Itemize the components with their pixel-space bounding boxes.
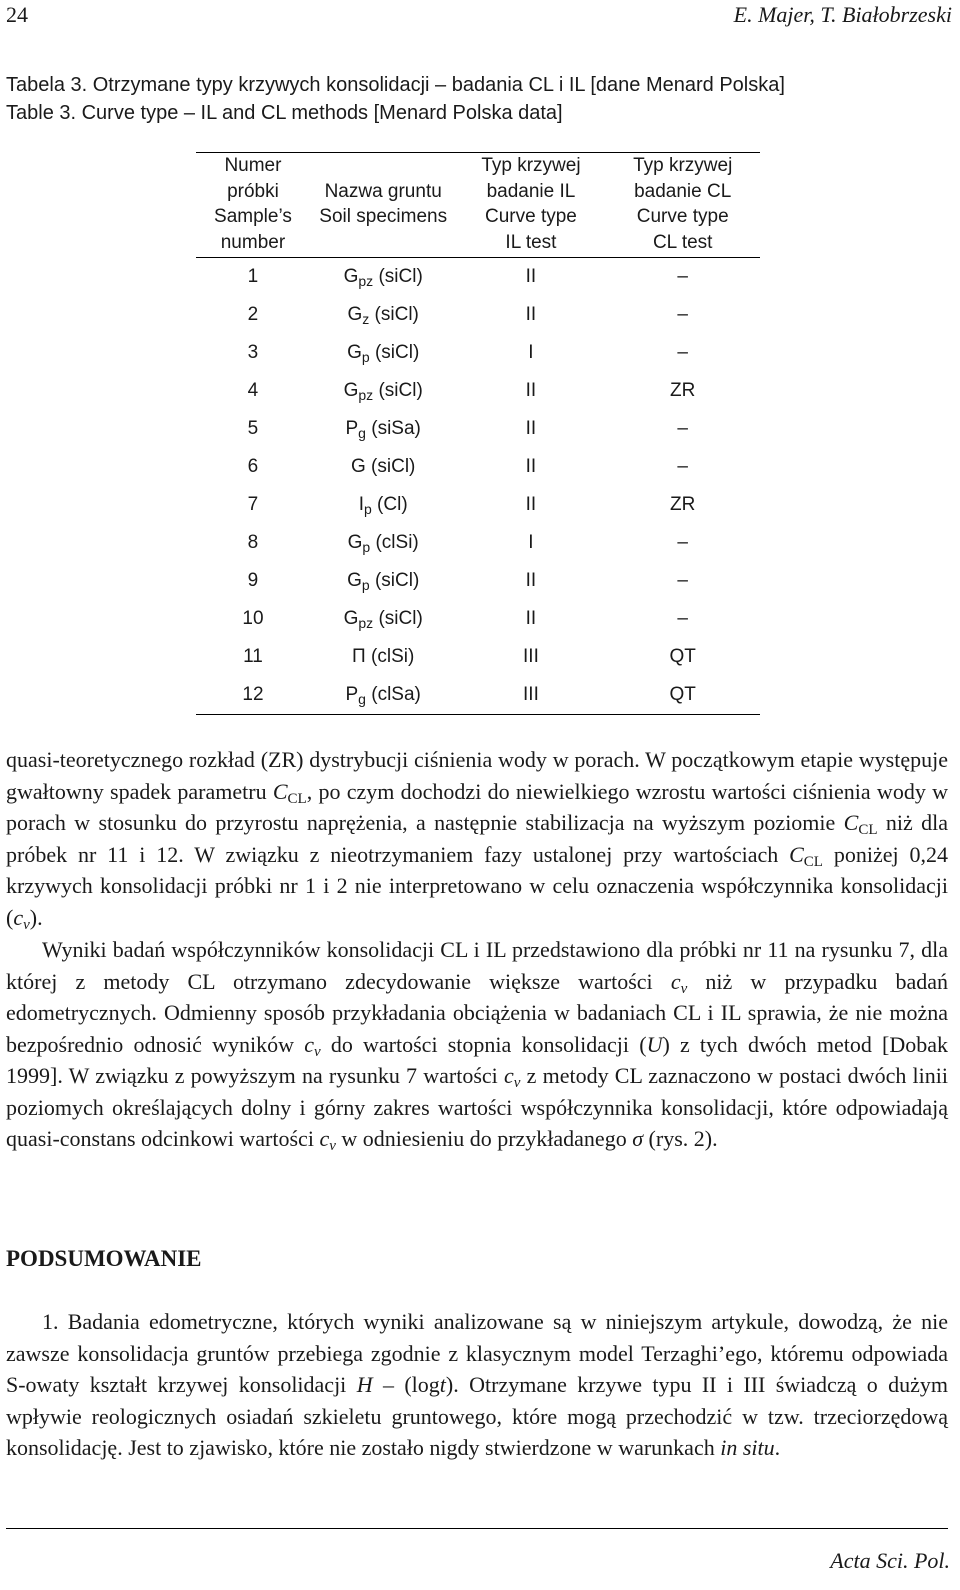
text-run: , po czym dochodzi do niewielkiego wzrostu wartości ciśnienia wody w porach w stosunku do przyrostu naprężenia, a następnie stabilizacja na wyższym poziomie	[6, 778, 948, 835]
il-curve-type-cell: II	[525, 608, 537, 629]
header-line: Soil specimens	[319, 206, 448, 227]
subscript-text: v	[329, 1138, 336, 1154]
subscript-text: CL	[858, 822, 878, 838]
soil-name-cell	[310, 524, 457, 562]
text-run: z metody CL zaznaczono w postaci dwóch linii poziomych określających dolny i górny zakres wartości współczynnika konsolidacji, które odpowiadają quasi-constans odcinkowi wartości	[6, 1063, 948, 1151]
il-curve-type-cell: III	[456, 676, 605, 715]
cl-curve-type-cell: ZR	[670, 494, 696, 515]
footer-rule	[6, 1528, 948, 1529]
sample-number-cell: 6	[247, 456, 259, 477]
subscript-text: v	[680, 980, 688, 997]
sample-number-cell: 10	[242, 608, 264, 629]
soil-subscript: g	[358, 691, 366, 707]
italic-text: C	[272, 778, 288, 804]
header-cl-curve-type	[605, 153, 760, 258]
page-number: 24	[6, 2, 28, 27]
subscript-text: CL	[803, 853, 823, 870]
soil-subscript: p	[361, 577, 370, 593]
soil-class: (siCl)	[369, 304, 419, 325]
table-row	[196, 562, 760, 600]
soil-symbol: G	[343, 380, 359, 401]
soil-name-cell	[310, 600, 457, 638]
soil-name-cell	[310, 334, 457, 372]
sample-number-cell: 2	[247, 304, 259, 325]
text-run: Wyniki badań współczynników konsolidacji CL i IL przedstawiono dla próbki nr 11 na rysunku 7, dla której z metody CL otrzymano zdecydowanie większe wartości	[6, 937, 948, 994]
soil-name-cell	[310, 676, 457, 715]
soil-symbol: P	[345, 418, 359, 439]
cl-curve-type-cell: QT	[605, 676, 760, 715]
table-row	[196, 676, 760, 715]
soil-symbol: P	[345, 684, 359, 705]
text-run: niż dla próbek nr 11 i 12. W związku z nieotrzymaniem fazy ustalonej przy wartościach	[6, 810, 948, 867]
soil-subscript: pz	[358, 387, 374, 403]
soil-class: (clSi)	[370, 532, 419, 553]
header-il-curve-type	[456, 153, 605, 258]
italic-text: c	[13, 904, 24, 930]
soil-class: (clSi)	[365, 646, 415, 667]
soil-class: (siCl)	[369, 342, 420, 363]
soil-name-cell	[310, 372, 457, 410]
header-line: Sample’s	[214, 206, 292, 227]
soil-symbol: I	[358, 494, 364, 515]
text-run: do wartości stopnia konsolidacji (	[320, 1031, 647, 1057]
table-caption-pl: Tabela 3. Otrzymane typy krzywych konsolidacji – badania CL i IL [dane Menard Polska]	[6, 74, 785, 96]
italic-text: C	[843, 810, 859, 835]
soil-symbol: G	[347, 304, 363, 325]
sample-number-cell: 11	[243, 646, 263, 667]
header-line: badanie IL	[486, 180, 576, 202]
header-line: CL test	[652, 231, 713, 253]
table-row	[196, 448, 760, 486]
running-authors: E. Majer, T. Białobrzeski	[733, 2, 952, 27]
il-curve-type-cell: II	[525, 456, 537, 477]
italic-text: c	[503, 1063, 514, 1088]
soil-subscript: p	[362, 539, 371, 555]
header-line: Curve type	[636, 206, 729, 227]
table-row	[196, 524, 760, 562]
soil-class: (siSa)	[365, 418, 421, 439]
soil-symbol: G	[343, 608, 359, 629]
text-run: – (log	[372, 1372, 440, 1397]
header-line: Nazwa gruntu	[324, 180, 442, 202]
soil-symbol: G	[347, 532, 363, 553]
soil-name-cell	[310, 410, 457, 448]
text-run: poniżej 0,24 krzywych konsolidacji próbki nr 1 i 2 nie interpretowano w celu oznaczenia współczynnika konsolidacji (	[6, 841, 948, 930]
table-row	[196, 258, 760, 297]
text-run: .	[774, 1435, 781, 1460]
il-curve-type-cell: II	[525, 266, 537, 287]
soil-class: (siCl)	[373, 266, 423, 287]
text-run: (rys. 2).	[643, 1126, 718, 1151]
soil-class: (siCl)	[365, 456, 416, 477]
cl-curve-type-cell: –	[677, 304, 688, 325]
soil-symbol: G	[350, 456, 366, 477]
il-curve-type-cell: I	[528, 342, 534, 363]
il-curve-type-cell: I	[528, 532, 534, 553]
il-curve-type-cell: III	[523, 646, 539, 667]
table-row	[196, 486, 760, 524]
text-run: ).	[29, 904, 43, 930]
text-run: ) z tych dwóch metod [Dobak 1999]. W związku z powyższym na rysunku 7 wartości	[6, 1031, 949, 1088]
sample-number-cell: 4	[247, 380, 259, 401]
italic-text: H	[356, 1372, 373, 1397]
header-line: Numer	[224, 155, 282, 176]
text-run: w odniesieniu do przykładanego	[335, 1126, 633, 1151]
cl-curve-type-cell: –	[677, 266, 688, 287]
cl-curve-type-cell: –	[677, 456, 688, 477]
sample-number-cell: 8	[247, 532, 259, 553]
subscript-text: v	[513, 1075, 521, 1091]
soil-symbol: G	[347, 570, 362, 591]
soil-symbol: G	[343, 266, 359, 287]
soil-subscript: pz	[358, 615, 374, 631]
soil-symbol: G	[347, 342, 362, 363]
soil-class: (siCl)	[369, 570, 420, 591]
section-heading: PODSUMOWANIE	[6, 1246, 202, 1271]
table-row	[196, 334, 760, 372]
header-sample-number	[196, 153, 310, 258]
table-row	[196, 296, 760, 334]
subscript-text: v	[313, 1043, 321, 1060]
text-run: quasi-teoretycznego rozkład (ZR) dystrybucji ciśnienia wody w porach. W początkowym etapie występuje gwałtowny spadek parametru	[6, 747, 948, 804]
table-caption-en: Table 3. Curve type – IL and CL methods [Menard Polska data]	[6, 102, 563, 124]
cl-curve-type-cell: QT	[669, 646, 696, 667]
table-header-row	[196, 153, 760, 258]
cl-curve-type-cell: –	[677, 570, 688, 591]
italic-text: c	[670, 968, 681, 994]
italic-text: σ	[632, 1126, 644, 1151]
text-run: 1. Badania edometryczne, których wyniki analizowane są w niniejszym artykule, dowodzą, że nie zawsze konsolidacja gruntów przebiega zgodnie z klasycznym model Terzaghi’ego, któremu odpowiada S-owaty kształt krzywej konsolidacji	[6, 1309, 948, 1397]
soil-subscript: g	[358, 425, 366, 441]
header-line: badanie CL	[634, 180, 732, 202]
sample-number-cell: 12	[196, 676, 310, 715]
sample-number-cell: 7	[247, 494, 259, 515]
il-curve-type-cell: II	[525, 418, 537, 439]
cl-curve-type-cell: –	[677, 532, 688, 553]
soil-subscript: z	[362, 311, 370, 327]
soil-class: (Cl)	[371, 494, 408, 515]
header-line: Typ krzywej	[633, 155, 733, 176]
soil-subscript: p	[363, 501, 372, 517]
soil-class: (clSa)	[365, 684, 421, 705]
paragraph-3	[6, 1306, 948, 1464]
header-line: Curve type	[485, 206, 577, 227]
italic-text: C	[789, 841, 804, 867]
cl-curve-type-cell: –	[677, 342, 688, 363]
il-curve-type-cell: II	[525, 380, 537, 401]
soil-class: (siCl)	[373, 380, 423, 401]
table-row	[196, 638, 760, 676]
italic-text: t	[439, 1372, 446, 1397]
subscript-text: v	[23, 916, 30, 933]
sample-number-cell: 3	[247, 342, 259, 363]
sample-number-cell: 5	[247, 418, 259, 439]
il-curve-type-cell: II	[525, 494, 537, 515]
il-curve-type-cell: II	[525, 304, 537, 325]
journal-footer: Acta Sci. Pol.	[830, 1548, 950, 1573]
sample-number-cell: 9	[247, 570, 259, 591]
table-row	[196, 410, 760, 448]
italic-text: c	[304, 1031, 314, 1057]
header-line: number	[220, 231, 286, 253]
page-header	[6, 2, 952, 30]
paragraph-2	[6, 934, 948, 1155]
paragraph-1	[6, 744, 948, 933]
italic-text: U	[646, 1031, 663, 1057]
sample-number-cell: 1	[247, 266, 259, 287]
soil-name-cell	[310, 448, 457, 486]
italic-text: in situ	[720, 1435, 775, 1460]
header-line: próbki	[227, 180, 279, 202]
soil-name-cell	[310, 296, 457, 334]
il-curve-type-cell: II	[525, 570, 537, 591]
soil-name-cell	[310, 562, 457, 600]
header-soil-name	[310, 153, 457, 258]
curve-type-table	[196, 152, 760, 715]
table-body	[196, 258, 760, 715]
text-run: niż w przypadku badań edometrycznych. Odmienny sposób przykładania obciążenia w badaniach CL i IL sprawia, że nie można bezpośrednio odnosić wyników	[6, 968, 948, 1057]
table-row	[196, 600, 760, 638]
soil-name-cell	[310, 258, 457, 297]
subscript-text: CL	[287, 790, 307, 807]
cl-curve-type-cell: –	[677, 418, 688, 439]
soil-class: (siCl)	[373, 608, 423, 629]
header-line: IL test	[505, 231, 557, 253]
soil-name-cell	[310, 486, 457, 524]
soil-subscript: p	[361, 349, 370, 365]
cl-curve-type-cell: –	[677, 608, 688, 629]
italic-text: c	[319, 1126, 330, 1151]
text-run: ). Otrzymane krzywe typu II i III świadczą o dużym wpływie reologicznych osiadań szkieletu gruntowego, które mogą przechodzić w tzw. trzeciorzędową konsolidację. Jest to zjawisko, które nie zostało nigdy stwierdzone w warunkach	[6, 1372, 948, 1460]
soil-subscript: pz	[358, 273, 374, 289]
table-row	[196, 372, 760, 410]
soil-symbol: Π	[352, 646, 366, 667]
soil-name-cell	[310, 638, 457, 676]
header-line: Typ krzywej	[481, 155, 581, 176]
cl-curve-type-cell: ZR	[670, 380, 696, 401]
